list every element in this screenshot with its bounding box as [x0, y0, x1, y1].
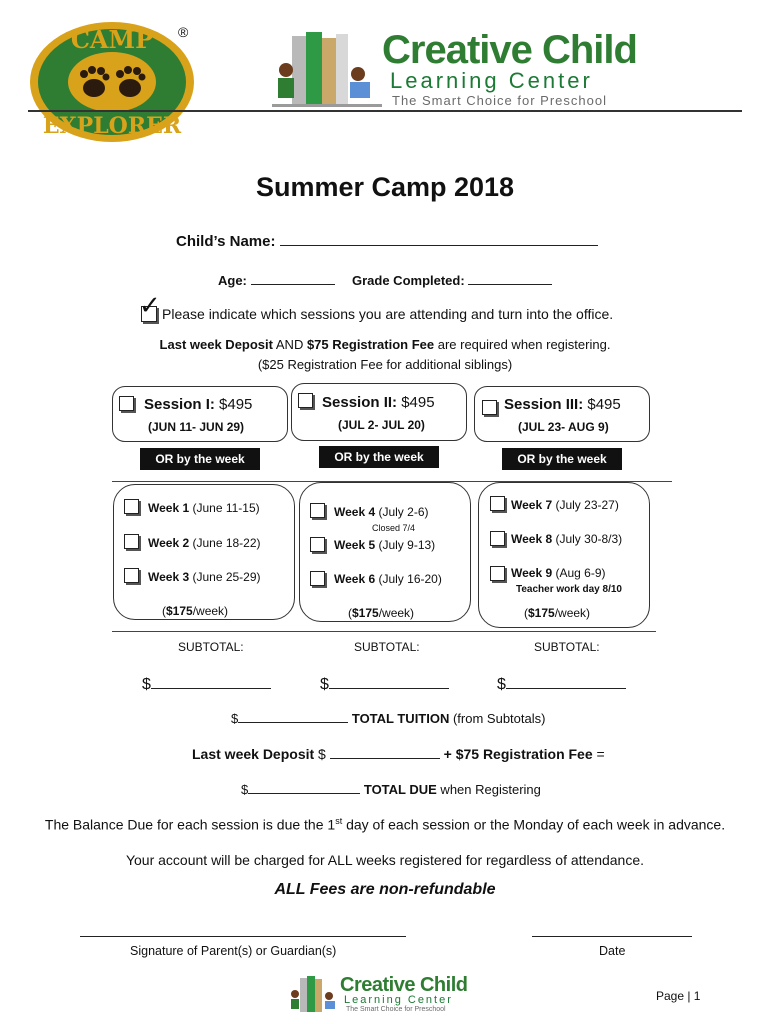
session-2-title: Session II: $495	[322, 394, 435, 411]
subtotal-2-field[interactable]: $	[320, 674, 449, 694]
instruction-text: Please indicate which sessions you are attending and turn into the office.	[162, 306, 614, 322]
weeks-bottom-divider	[112, 631, 656, 632]
grade-row	[352, 271, 552, 288]
camp-logo-top-text: CAMP	[70, 25, 154, 54]
session-2-dates: (JUL 2- JUL 20)	[338, 418, 425, 432]
footer-brand-subtitle: Learning Center	[344, 994, 453, 1006]
grade-label: Grade Completed:	[352, 273, 465, 288]
week-2-checkbox[interactable]	[124, 534, 139, 549]
non-refundable-note: ALL Fees are non-refundable	[274, 881, 496, 898]
teacher-work-day-note: Teacher work day 8/10	[516, 584, 622, 595]
sibling-note: ($25 Registration Fee for additional siblings)	[257, 357, 513, 372]
deposit-amount-field[interactable]	[330, 746, 440, 759]
week-2-label: Week 2 (June 18-22)	[148, 536, 261, 550]
session-2-box	[291, 383, 467, 441]
footer-brand-tagline: The Smart Choice for Preschool	[346, 1006, 446, 1013]
account-charge-note: Your account will be charged for ALL weeks registered for regardless of attendance.	[125, 852, 645, 868]
reading-children-illustration	[272, 30, 382, 110]
session-3-checkbox[interactable]	[482, 400, 497, 415]
week-7-checkbox[interactable]	[490, 496, 505, 511]
deposit-calc-row: Last week Deposit $ + $75 Registration Fee =	[192, 746, 605, 762]
signature-line[interactable]	[80, 936, 406, 937]
balance-due-note: The Balance Due for each session is due the 1st day of each session or the Monday of each week in advance.	[44, 816, 726, 833]
week-3-checkbox[interactable]	[124, 568, 139, 583]
age-label: Age:	[218, 273, 247, 288]
subtotal-1-field[interactable]: $	[142, 674, 271, 694]
footer-reading-children-illustration	[288, 974, 338, 1014]
week-9-label: Week 9 (Aug 6-9)	[511, 566, 606, 580]
brand-subtitle: Learning Center	[390, 68, 593, 93]
subtotal-1-label: SUBTOTAL:	[178, 640, 244, 654]
brand-title: Creative Child	[382, 28, 637, 72]
child-name-field[interactable]	[280, 232, 598, 246]
week-4-checkbox[interactable]	[310, 503, 325, 518]
total-due-row: $ TOTAL DUE when Registering	[241, 782, 541, 797]
session-3-by-week-button[interactable]: OR by the week	[502, 448, 622, 470]
age-row	[218, 271, 335, 288]
child-name-row	[176, 232, 598, 250]
page-number: Page | 1	[656, 989, 701, 1003]
week-9-checkbox[interactable]	[490, 566, 505, 581]
week-6-label: Week 6 (July 16-20)	[334, 572, 442, 586]
grade-field[interactable]	[468, 271, 552, 285]
week-6-checkbox[interactable]	[310, 571, 325, 586]
deposit-requirement: Last week Deposit AND $75 Registration Fee are required when registering.	[159, 337, 611, 352]
week-1-checkbox[interactable]	[124, 499, 139, 514]
age-field[interactable]	[251, 271, 335, 285]
week-8-checkbox[interactable]	[490, 531, 505, 546]
week-4-label: Week 4 (July 2-6)	[334, 505, 429, 519]
subtotal-3-label: SUBTOTAL:	[534, 640, 600, 654]
camp-explorer-logo	[26, 18, 198, 146]
week-8-label: Week 8 (July 30-8/3)	[511, 532, 623, 546]
session-3-dates: (JUL 23- AUG 9)	[518, 420, 609, 434]
subtotal-2-label: SUBTOTAL:	[354, 640, 420, 654]
date-label: Date	[599, 944, 626, 958]
week-1-label: Week 1 (June 11-15)	[148, 501, 260, 515]
session-3-title: Session III: $495	[504, 396, 621, 413]
week-price-col1: ($175/week)	[162, 604, 229, 618]
child-name-label: Child’s Name:	[176, 233, 276, 250]
registered-mark: ®	[178, 24, 189, 40]
total-tuition-field[interactable]	[238, 711, 348, 723]
page-title: Summer Camp 2018	[255, 172, 515, 202]
date-line[interactable]	[532, 936, 692, 937]
subtotal-3-field[interactable]: $	[497, 674, 626, 694]
week-3-label: Week 3 (June 25-29)	[148, 570, 261, 584]
camp-logo-bottom-text: EXPLORER	[42, 113, 182, 139]
total-due-field[interactable]	[248, 782, 360, 794]
week-5-label: Week 5 (July 9-13)	[334, 538, 436, 552]
footer-brand-title: Creative Child	[340, 974, 468, 996]
session-2-checkbox[interactable]	[298, 393, 313, 408]
session-2-by-week-button[interactable]: OR by the week	[319, 446, 439, 468]
total-tuition-row: $ TOTAL TUITION (from Subtotals)	[231, 711, 546, 726]
week-price-col2: ($175/week)	[348, 606, 415, 620]
brand-tagline: The Smart Choice for Preschool	[392, 93, 607, 108]
session-1-dates: (JUN 11- JUN 29)	[148, 420, 245, 434]
header-divider	[28, 110, 742, 112]
week-5-checkbox[interactable]	[310, 537, 325, 552]
week-price-col3: ($175/week)	[524, 606, 591, 620]
checkmark-icon: ✓	[139, 290, 161, 320]
week-7-label: Week 7 (July 23-27)	[511, 498, 619, 512]
session-1-by-week-button[interactable]: OR by the week	[140, 448, 260, 470]
session-1-checkbox[interactable]	[119, 396, 134, 411]
signature-label: Signature of Parent(s) or Guardian(s)	[130, 944, 337, 958]
closed-note: Closed 7/4	[372, 523, 416, 533]
session-1-title: Session I: $495	[144, 396, 253, 413]
